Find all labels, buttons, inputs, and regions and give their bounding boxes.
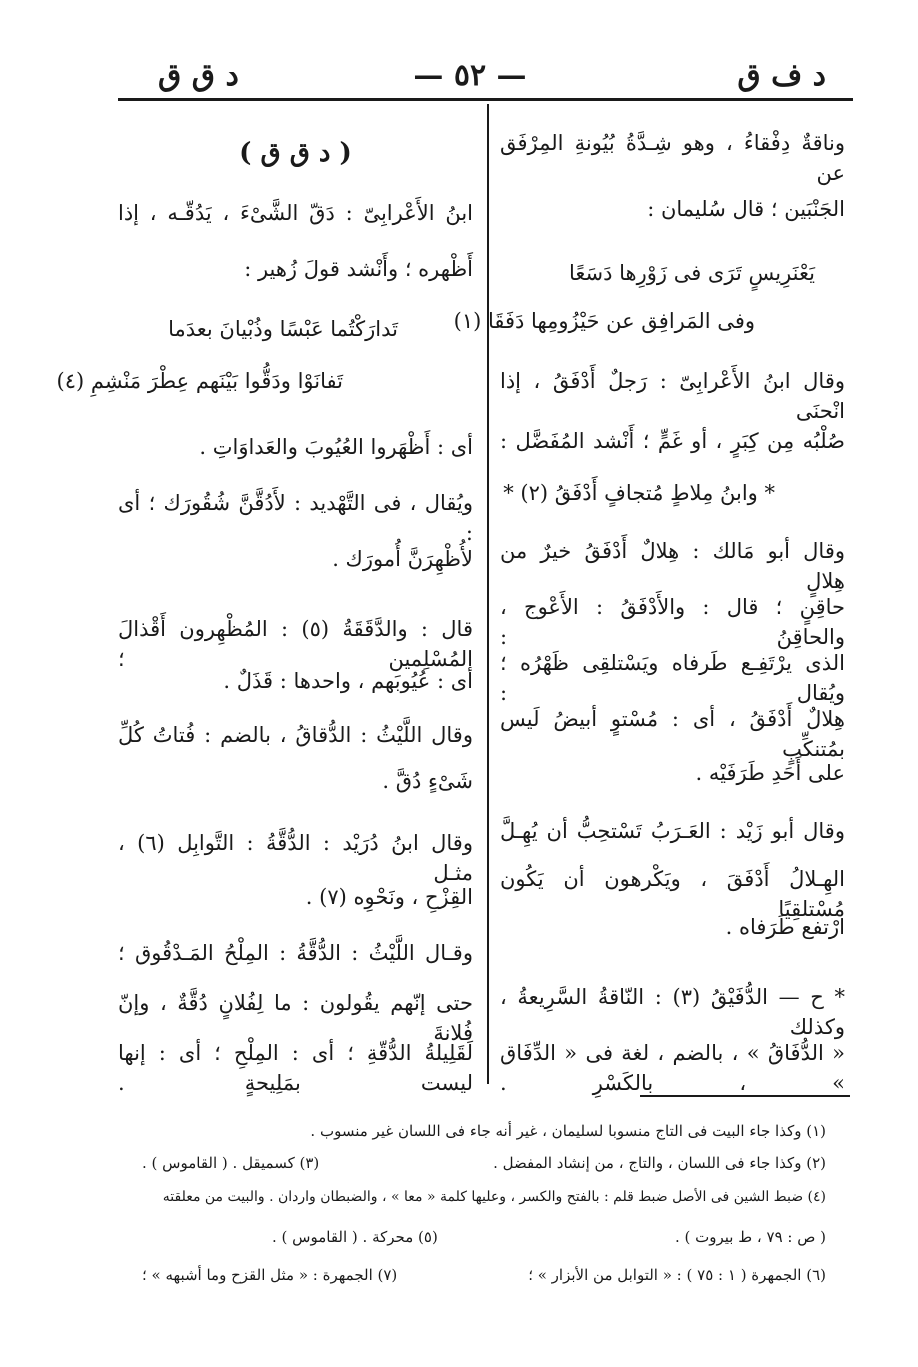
text-line: حتى إنّهم يقُولون : ما لِفُلانٍ دُقَّةٌ ، وإنّ فُلانةَ bbox=[118, 991, 473, 1045]
text-line: ابنُ الأَعْرابِىّ : دَقّ الشَّىْءَ ، يَدُقّـه ، إذا bbox=[118, 201, 473, 225]
header-rule bbox=[118, 98, 853, 101]
text-line: وقال ابنُ دُرَيْد : الدُّقَّةُ : التَّوابِل (٦) ، مثـل bbox=[118, 831, 473, 885]
text-line: « الدُّفَاقُ » ، بالضم ، لغة فى « الدِّفَاق » ، بالكَسْرِ . bbox=[500, 1041, 845, 1095]
text-line: وناقةٌ دِفْقاءُ ، وهو شِـدَّةُ بُيُونةِ المِرْفَق عن bbox=[500, 131, 845, 185]
text-line: ويُقال ، فى التَّهْديد : لأَدُقَّنَّ شُقُورَك ؛ أى : bbox=[118, 491, 473, 545]
text-line: وقال أبو مَالك : هِلالٌ أَدْفَقُ خيرٌ من هِلالٍ bbox=[500, 539, 845, 593]
text-line: شَىْءٍ دُقَّ . bbox=[382, 769, 473, 793]
page-number: — ٥٢ — bbox=[413, 58, 527, 93]
footnote: (٧) الجمهرة : « مثل القزح وما أشبهه » ؛ bbox=[142, 1266, 398, 1284]
text-line: الهِـلالُ أَدْفَقَ ، ويَكْرهون أن يَكُون مُسْتلقِيًا bbox=[500, 867, 845, 921]
text-line: على أَحَدِ طَرَفَيْه . bbox=[695, 761, 845, 785]
verse-line: وفى المَرافِق عن حَيْزُومِها دَفَقَا (١) bbox=[453, 309, 755, 333]
verse-line: يَعْنَرِيسٍ تَرَى فى زَوْرِها دَسَعًا bbox=[568, 261, 815, 285]
text-line: قال : والدَّقَقَةُ (٥) : المُظْهِرون أَقْذالَ المُسْلِمين ؛ bbox=[118, 617, 473, 671]
text-line: لأُظْهِرَنَّ أُمورَك . bbox=[332, 547, 473, 571]
text-line: أى : عُيُوبَهم ، واحدها : قَذَلٌ . bbox=[223, 669, 473, 693]
footnote: ( ص : ٧٩ ، ط بيروت ) . bbox=[674, 1228, 826, 1246]
footnote: (٣) كسميقل . ( القاموس ) . bbox=[142, 1154, 320, 1172]
verse-line: تَدارَكْتُما عَبْسًا وذُبْيانَ بعدَما bbox=[168, 317, 398, 341]
footnote-rule bbox=[640, 1095, 850, 1097]
text-line: حاقِنٍ ؛ قال : والأَدْفَقُ : الأَعْوج ، والحاقِنُ : bbox=[500, 595, 845, 649]
text-line: أَظْهره ؛ وأَنْشد قولَ زُهير : bbox=[244, 257, 473, 281]
footnote: (٤) ضبط الشين فى الأصل ضبط قلم : بالفتح والكسر ، وعليها كلمة « معا » ، والضبطان واردان . والبيت من معلقته bbox=[162, 1189, 826, 1205]
footnote: (٥) محركة . ( القاموس ) . bbox=[272, 1228, 438, 1246]
footnote: (١) وكذا جاء البيت فى التاج منسوبا لسليمان ، غير أنه جاء فى اللسان غير منسوب . bbox=[310, 1122, 826, 1140]
footnote: (٢) وكذا جاء فى اللسان ، والتاج ، من إنشاد المفضل . bbox=[493, 1154, 826, 1172]
text-line: ارْتفع طَرَفاه . bbox=[725, 915, 845, 939]
verse-line: * وابنُ مِلاطٍ مُتجافٍ أَدْفَقُ (٢) * bbox=[503, 481, 775, 505]
header-root-right: د ف ق bbox=[737, 58, 826, 93]
text-line: هِلالٌ أَدْفَقُ ، أى : مُسْتوٍ أبيضُ لَيس بمُتنكِّبٍ bbox=[500, 707, 845, 761]
text-line: وقال اللَّيْثُ : الدُّقاقُ ، بالضم : فُتاتُ كُلِّ bbox=[118, 723, 473, 747]
text-line: الجَنْبَين ؛ قال سُليمان : bbox=[647, 197, 845, 221]
text-line: صُلْبُه مِن كِبَرٍ ، أو غَمٍّ ؛ أَنْشد المُفَضَّل : bbox=[500, 429, 845, 453]
header-root-left: د ق ق bbox=[158, 58, 239, 93]
text-line: وقال أبو زَيْد : العَـرَبُ تَسْتحِبُّ أن يُهِـلَّ bbox=[500, 819, 845, 843]
text-line: * ح — الدُّفَيْقُ (٣) : النّاقةُ السَّرِيعةُ ، وكذلك bbox=[500, 985, 845, 1039]
text-line: لَقَلِيلةُ الدُّقّةِ ؛ أى : المِلْحِ ؛ أى : إنها ليست بمَلِيحةٍ . bbox=[118, 1041, 473, 1095]
text-line: وقـال اللَّيْثُ : الدُّقَّةُ : المِلْحُ المَـدْقُوق ؛ bbox=[118, 941, 473, 965]
text-line: وقال ابنُ الأَعْرابِىّ : رَجلٌ أَدْفَقُ ، إذا انْحنَى bbox=[500, 369, 845, 423]
text-line: القِزْحِ ، ونَحْوِه (٧) . bbox=[305, 885, 473, 909]
text-line: أى : أَظْهَروا العُيُوبَ والعَداوَاتِ . bbox=[199, 435, 473, 459]
text-line: الذى يرْتَفِـع طَرفاه ويَسْتلقِى ظَهْرُه ؛ ويُقال : bbox=[500, 651, 845, 705]
column-divider bbox=[487, 104, 489, 1084]
verse-line: تَفانَوْا ودَقُّوا بَيْنَهم عِطْرَ مَنْشِمِ (٤) bbox=[56, 369, 343, 393]
footnote: (٦) الجمهرة ( ١ : ٧٥ ) : « التوابل من الأبزار » ؛ bbox=[528, 1266, 826, 1284]
section-title: ( د ق ق ) bbox=[239, 138, 352, 168]
